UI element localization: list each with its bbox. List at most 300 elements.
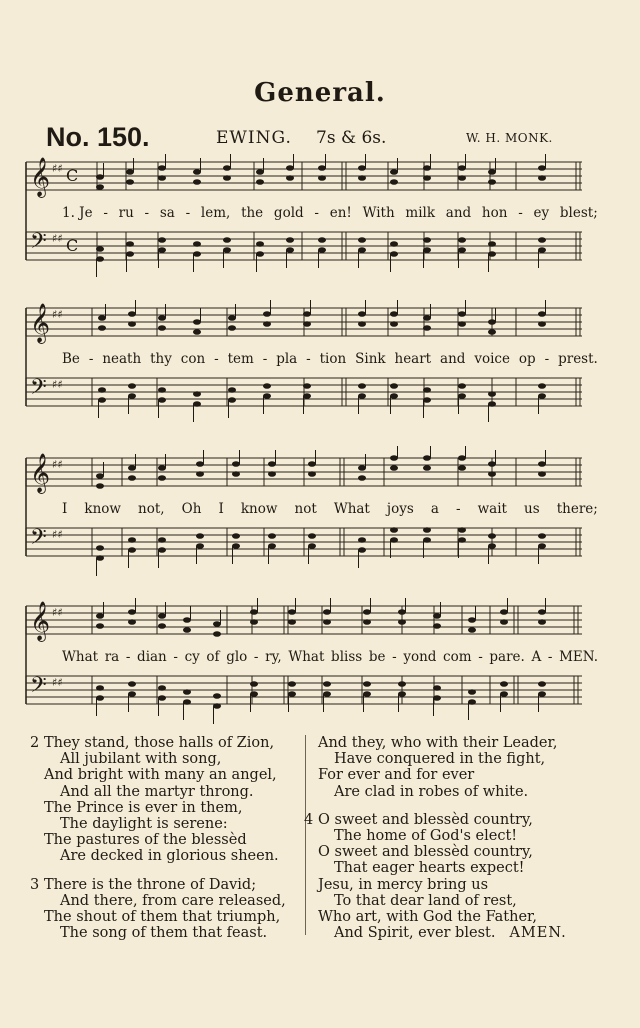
note-head [500, 619, 508, 625]
note-head [538, 681, 546, 687]
music-system-3 [22, 446, 598, 576]
note-head [423, 315, 431, 321]
verse-line [30, 909, 286, 925]
lyric-syllable: prest. [558, 351, 598, 367]
note-head [263, 311, 271, 317]
note-head [433, 695, 441, 701]
note-head [158, 685, 166, 691]
note-head [358, 393, 366, 399]
verse-line-text: For ever and for ever [318, 767, 475, 784]
verse-line [304, 784, 567, 800]
bass-clef-icon: 𝄢 [30, 525, 47, 555]
note-head [96, 545, 104, 551]
note-head [126, 251, 134, 257]
note-head [488, 543, 496, 549]
lyric-syllable: op [518, 351, 536, 367]
note-head [268, 543, 276, 549]
note-head [96, 473, 104, 479]
note-head [433, 613, 441, 619]
note-head [458, 465, 466, 471]
note-head [193, 251, 201, 257]
hymn-header [0, 122, 640, 152]
note-head [423, 397, 431, 403]
verse-line [30, 784, 286, 800]
lyric-syllable: What [62, 649, 99, 665]
note-head [96, 184, 104, 190]
verse-line [30, 893, 286, 909]
note-head [423, 387, 431, 393]
note-head [538, 609, 546, 615]
note-head [286, 165, 294, 171]
note-head [263, 321, 271, 327]
verses-left-column [30, 735, 286, 941]
note-head [232, 461, 240, 467]
note-head [288, 609, 296, 615]
verse-line [30, 816, 286, 832]
note-head [96, 174, 104, 180]
verse-line-text: The pastures of the blessèd [44, 832, 247, 849]
verse-line [30, 735, 286, 751]
lyric-syllable: hon [481, 205, 508, 221]
key-signature-icon: ♯♯ [52, 606, 63, 619]
lyric-syllable: dian [137, 649, 167, 665]
lyric-syllable: - [253, 649, 259, 665]
treble-clef-icon: 𝄞 [30, 303, 51, 343]
note-head [488, 319, 496, 325]
lyric-syllable: - [88, 351, 94, 367]
common-time-icon: C [66, 236, 79, 255]
lyric-syllable: joys [386, 501, 414, 517]
lyric-syllable: thy [150, 351, 172, 367]
treble-clef-icon: 𝄞 [30, 157, 51, 197]
note-head [263, 393, 271, 399]
note-head [318, 247, 326, 253]
lyric-syllable: - [544, 351, 550, 367]
note-head [500, 681, 508, 687]
note-head [358, 165, 366, 171]
lyric-syllable: - [173, 649, 178, 665]
note-head [183, 627, 191, 633]
note-head [538, 393, 546, 399]
note-head [228, 315, 236, 321]
note-head [96, 695, 104, 701]
verse-line [304, 735, 567, 751]
key-signature-icon: ♯♯ [52, 458, 63, 471]
note-head [286, 237, 294, 243]
note-head [458, 393, 466, 399]
verse-line [304, 909, 567, 925]
note-head [358, 311, 366, 317]
verse-line [30, 925, 286, 941]
lyric-syllable: - [455, 501, 461, 517]
lyric-syllable: com [443, 649, 472, 665]
amen-label: AMEN. [509, 925, 567, 942]
note-head [288, 681, 296, 687]
note-head [358, 175, 366, 181]
note-head [96, 613, 104, 619]
verse-line-text: Have conquered in the fight, [334, 751, 546, 768]
note-head [250, 691, 258, 697]
lyric-syllable: know [240, 501, 278, 517]
note-head [500, 609, 508, 615]
note-head [390, 465, 398, 471]
note-head [128, 475, 136, 481]
note-head [538, 237, 546, 243]
note-head [250, 681, 258, 687]
bass-clef-icon: 𝄢 [30, 673, 47, 703]
lyric-syllable: 1. Je [62, 205, 93, 221]
note-head [158, 175, 166, 181]
note-head [158, 695, 166, 701]
note-head [158, 165, 166, 171]
verse-number: 2 [30, 735, 40, 751]
note-head [538, 311, 546, 317]
lyric-syllable: the [241, 205, 264, 221]
verse-line [30, 751, 286, 767]
key-signature-icon: ♯♯ [52, 378, 63, 391]
verse-line-text: The Prince is ever in them, [44, 799, 243, 816]
lyric-syllable: A [531, 649, 542, 665]
note-head [213, 621, 221, 627]
note-head [158, 247, 166, 253]
note-head [538, 691, 546, 697]
note-head [488, 391, 496, 397]
note-head [128, 321, 136, 327]
note-head [128, 691, 136, 697]
note-head [268, 533, 276, 539]
note-head [363, 681, 371, 687]
note-head [126, 179, 134, 185]
lyric-syllable: glo [226, 649, 248, 665]
note-head [538, 471, 546, 477]
note-head [232, 543, 240, 549]
lyric-syllable: What [288, 649, 325, 665]
note-head [433, 685, 441, 691]
verse-line [304, 751, 567, 767]
note-head [318, 237, 326, 243]
note-head [98, 325, 106, 331]
note-head [288, 691, 296, 697]
note-head [268, 471, 276, 477]
note-head [128, 609, 136, 615]
note-head [183, 699, 191, 705]
meter: 7s & 6s. [316, 128, 387, 148]
note-head [193, 169, 201, 175]
note-head [538, 175, 546, 181]
verse-line-text: O sweet and blessèd country, [318, 811, 533, 828]
note-head [213, 703, 221, 709]
music-system-1 [22, 150, 598, 280]
note-head [223, 175, 231, 181]
note-head [488, 241, 496, 247]
note-head [390, 321, 398, 327]
verse-line-text: And there, from care released, [60, 892, 286, 909]
lyric-syllable: - [103, 205, 108, 221]
verse-line-text: To that dear land of rest, [334, 892, 517, 909]
note-head [193, 391, 201, 397]
note-head [423, 165, 431, 171]
note-head [96, 555, 104, 561]
note-head [488, 251, 496, 257]
lyric-syllable: I [218, 501, 224, 517]
verse-line [304, 860, 567, 876]
note-head [358, 247, 366, 253]
verses-right-column [304, 735, 567, 941]
verse-line-text: They stand, those halls of Zion, [44, 735, 275, 751]
note-head [358, 465, 366, 471]
lyric-syllable: know [84, 501, 121, 517]
note-head [488, 401, 496, 407]
lyric-syllable: pla [276, 351, 298, 367]
lyric-syllable: tion [319, 351, 347, 367]
lyric-syllable: - [478, 649, 483, 665]
note-head [256, 179, 264, 185]
note-head [423, 465, 431, 471]
verse-line [304, 925, 567, 941]
note-head [308, 471, 316, 477]
lyric-syllable: - [214, 351, 219, 367]
note-head [458, 527, 466, 533]
note-head [323, 619, 331, 625]
hymn-number: No. 150. [46, 122, 150, 152]
lyric-syllable: - [314, 205, 319, 221]
note-head [232, 533, 240, 539]
note-head [488, 329, 496, 335]
note-head [128, 393, 136, 399]
lyric-syllable: gold [273, 205, 304, 221]
lyric-syllable: a [430, 501, 439, 517]
note-head [228, 397, 236, 403]
note-head [390, 179, 398, 185]
note-head [128, 383, 136, 389]
note-head [263, 383, 271, 389]
note-head [308, 461, 316, 467]
note-head [358, 537, 366, 543]
verse-line-text: Are clad in robes of white. [334, 783, 529, 800]
verse-line-text: Jesu, in mercy bring us [318, 876, 489, 893]
lyric-syllable: Be [62, 351, 80, 367]
lyric-syllable: ra [104, 649, 120, 665]
lyric-line-2 [62, 351, 598, 367]
lyric-syllable: - [518, 205, 523, 221]
note-head [323, 691, 331, 697]
note-head [538, 461, 546, 467]
verse-line-text: There is the throne of David; [44, 876, 257, 893]
verse-line-text: O sweet and blessèd country, [318, 844, 533, 861]
note-head [158, 397, 166, 403]
note-head [458, 321, 466, 327]
note-head [390, 169, 398, 175]
lyric-line-4 [62, 649, 598, 665]
note-head [423, 175, 431, 181]
verse-line [30, 832, 286, 848]
note-head [323, 681, 331, 687]
note-head [500, 691, 508, 697]
note-head [458, 311, 466, 317]
verse-line-text: The song of them that feast. [60, 925, 268, 942]
note-head [358, 547, 366, 553]
note-head [96, 685, 104, 691]
note-head [423, 325, 431, 331]
note-head [363, 619, 371, 625]
note-head [538, 543, 546, 549]
music-system-2 [22, 296, 598, 426]
lyric-syllable: lem, [200, 205, 231, 221]
note-head [468, 627, 476, 633]
note-head [286, 247, 294, 253]
lyric-line-3 [62, 501, 598, 517]
lyric-syllable: neath [102, 351, 142, 367]
note-head [488, 169, 496, 175]
note-head [256, 169, 264, 175]
verse-line [304, 877, 567, 893]
lyric-syllable: en! [329, 205, 352, 221]
lyric-syllable: of [206, 649, 220, 665]
lyric-syllable: ru [118, 205, 134, 221]
note-head [158, 547, 166, 553]
verse-number: 3 [30, 876, 40, 893]
note-head [390, 241, 398, 247]
key-signature-icon: ♯♯ [52, 528, 63, 541]
lyric-syllable: con [180, 351, 206, 367]
note-head [390, 527, 398, 533]
note-head [158, 465, 166, 471]
lyric-syllable: What [333, 501, 370, 517]
note-head [398, 691, 406, 697]
verse-number: 4 [304, 811, 314, 828]
lyric-syllable: and [445, 205, 472, 221]
note-head [96, 483, 104, 489]
verse-line [304, 844, 567, 860]
verse-line-text: Who art, with God the Father, [318, 909, 538, 926]
note-head [213, 631, 221, 637]
lyric-syllable: pare. [489, 649, 525, 665]
note-head [128, 537, 136, 543]
note-head [423, 537, 431, 543]
note-head [308, 543, 316, 549]
note-head [458, 165, 466, 171]
treble-clef-icon: 𝄞 [30, 453, 51, 493]
lyric-syllable: With [362, 205, 395, 221]
lyric-syllable: wait [477, 501, 507, 517]
note-head [538, 533, 546, 539]
lyric-syllable: sa [159, 205, 175, 221]
note-head [228, 387, 236, 393]
lyric-syllable: yond [403, 649, 437, 665]
note-head [286, 175, 294, 181]
tune-name: EWING. [216, 128, 292, 148]
note-head [308, 533, 316, 539]
note-head [128, 619, 136, 625]
verse-line-text: Are decked in glorious sheen. [60, 848, 279, 865]
note-head [323, 609, 331, 615]
note-head [193, 241, 201, 247]
key-signature-icon: ♯♯ [52, 676, 63, 689]
note-head [468, 689, 476, 695]
note-head [468, 617, 476, 623]
note-head [288, 619, 296, 625]
section-title: General. [254, 78, 386, 108]
note-head [256, 241, 264, 247]
note-head [423, 247, 431, 253]
note-head [196, 543, 204, 549]
lyric-syllable: - [306, 351, 311, 367]
note-head [250, 609, 258, 615]
lyric-syllable: blest; [559, 205, 598, 221]
note-head [128, 311, 136, 317]
note-head [183, 689, 191, 695]
note-head [303, 383, 311, 389]
lyric-syllable: voice [474, 351, 510, 367]
note-head [268, 461, 276, 467]
note-head [538, 619, 546, 625]
lyric-syllable: Sink [355, 351, 386, 367]
lyric-syllable: - [262, 351, 268, 367]
note-head [158, 325, 166, 331]
lyric-syllable: MEN. [559, 649, 598, 665]
note-head [193, 179, 201, 185]
lyric-syllable: ry, [265, 649, 282, 665]
lyric-syllable: Oh [181, 501, 202, 517]
note-head [488, 471, 496, 477]
note-head [223, 165, 231, 171]
verse-line [304, 893, 567, 909]
note-head [98, 387, 106, 393]
note-head [423, 527, 431, 533]
lyric-syllable: heart [394, 351, 432, 367]
verse-line-text: And all the martyr throng. [60, 783, 254, 800]
lyric-syllable: ey [533, 205, 550, 221]
verse-line [30, 800, 286, 816]
note-head [358, 475, 366, 481]
bass-clef-icon: 𝄢 [30, 375, 47, 405]
note-head [398, 681, 406, 687]
lyric-syllable: bliss [331, 649, 363, 665]
note-head [223, 247, 231, 253]
verse-line-text: The home of God's elect! [334, 828, 518, 845]
note-head [128, 547, 136, 553]
note-head [423, 237, 431, 243]
note-head [538, 165, 546, 171]
note-head [458, 455, 466, 461]
lyric-syllable: not [294, 501, 317, 517]
lyric-syllable: I [62, 501, 68, 517]
note-head [183, 617, 191, 623]
note-head [193, 329, 201, 335]
lyric-syllable: - [547, 649, 553, 665]
note-head [96, 256, 104, 262]
note-head [468, 699, 476, 705]
lyric-syllable: tem [227, 351, 254, 367]
note-head [223, 237, 231, 243]
lyric-syllable: us [524, 501, 540, 517]
note-head [126, 241, 134, 247]
note-head [458, 383, 466, 389]
verse-line [30, 767, 286, 783]
note-head [358, 321, 366, 327]
note-head [433, 623, 441, 629]
stanza-gap [30, 865, 286, 877]
verse-line-text: The shout of them that triumph, [44, 909, 281, 926]
verse-line [304, 812, 567, 828]
note-head [458, 237, 466, 243]
note-head [196, 533, 204, 539]
note-head [98, 315, 106, 321]
note-head [303, 321, 311, 327]
note-head [390, 383, 398, 389]
note-head [458, 175, 466, 181]
note-head [158, 387, 166, 393]
